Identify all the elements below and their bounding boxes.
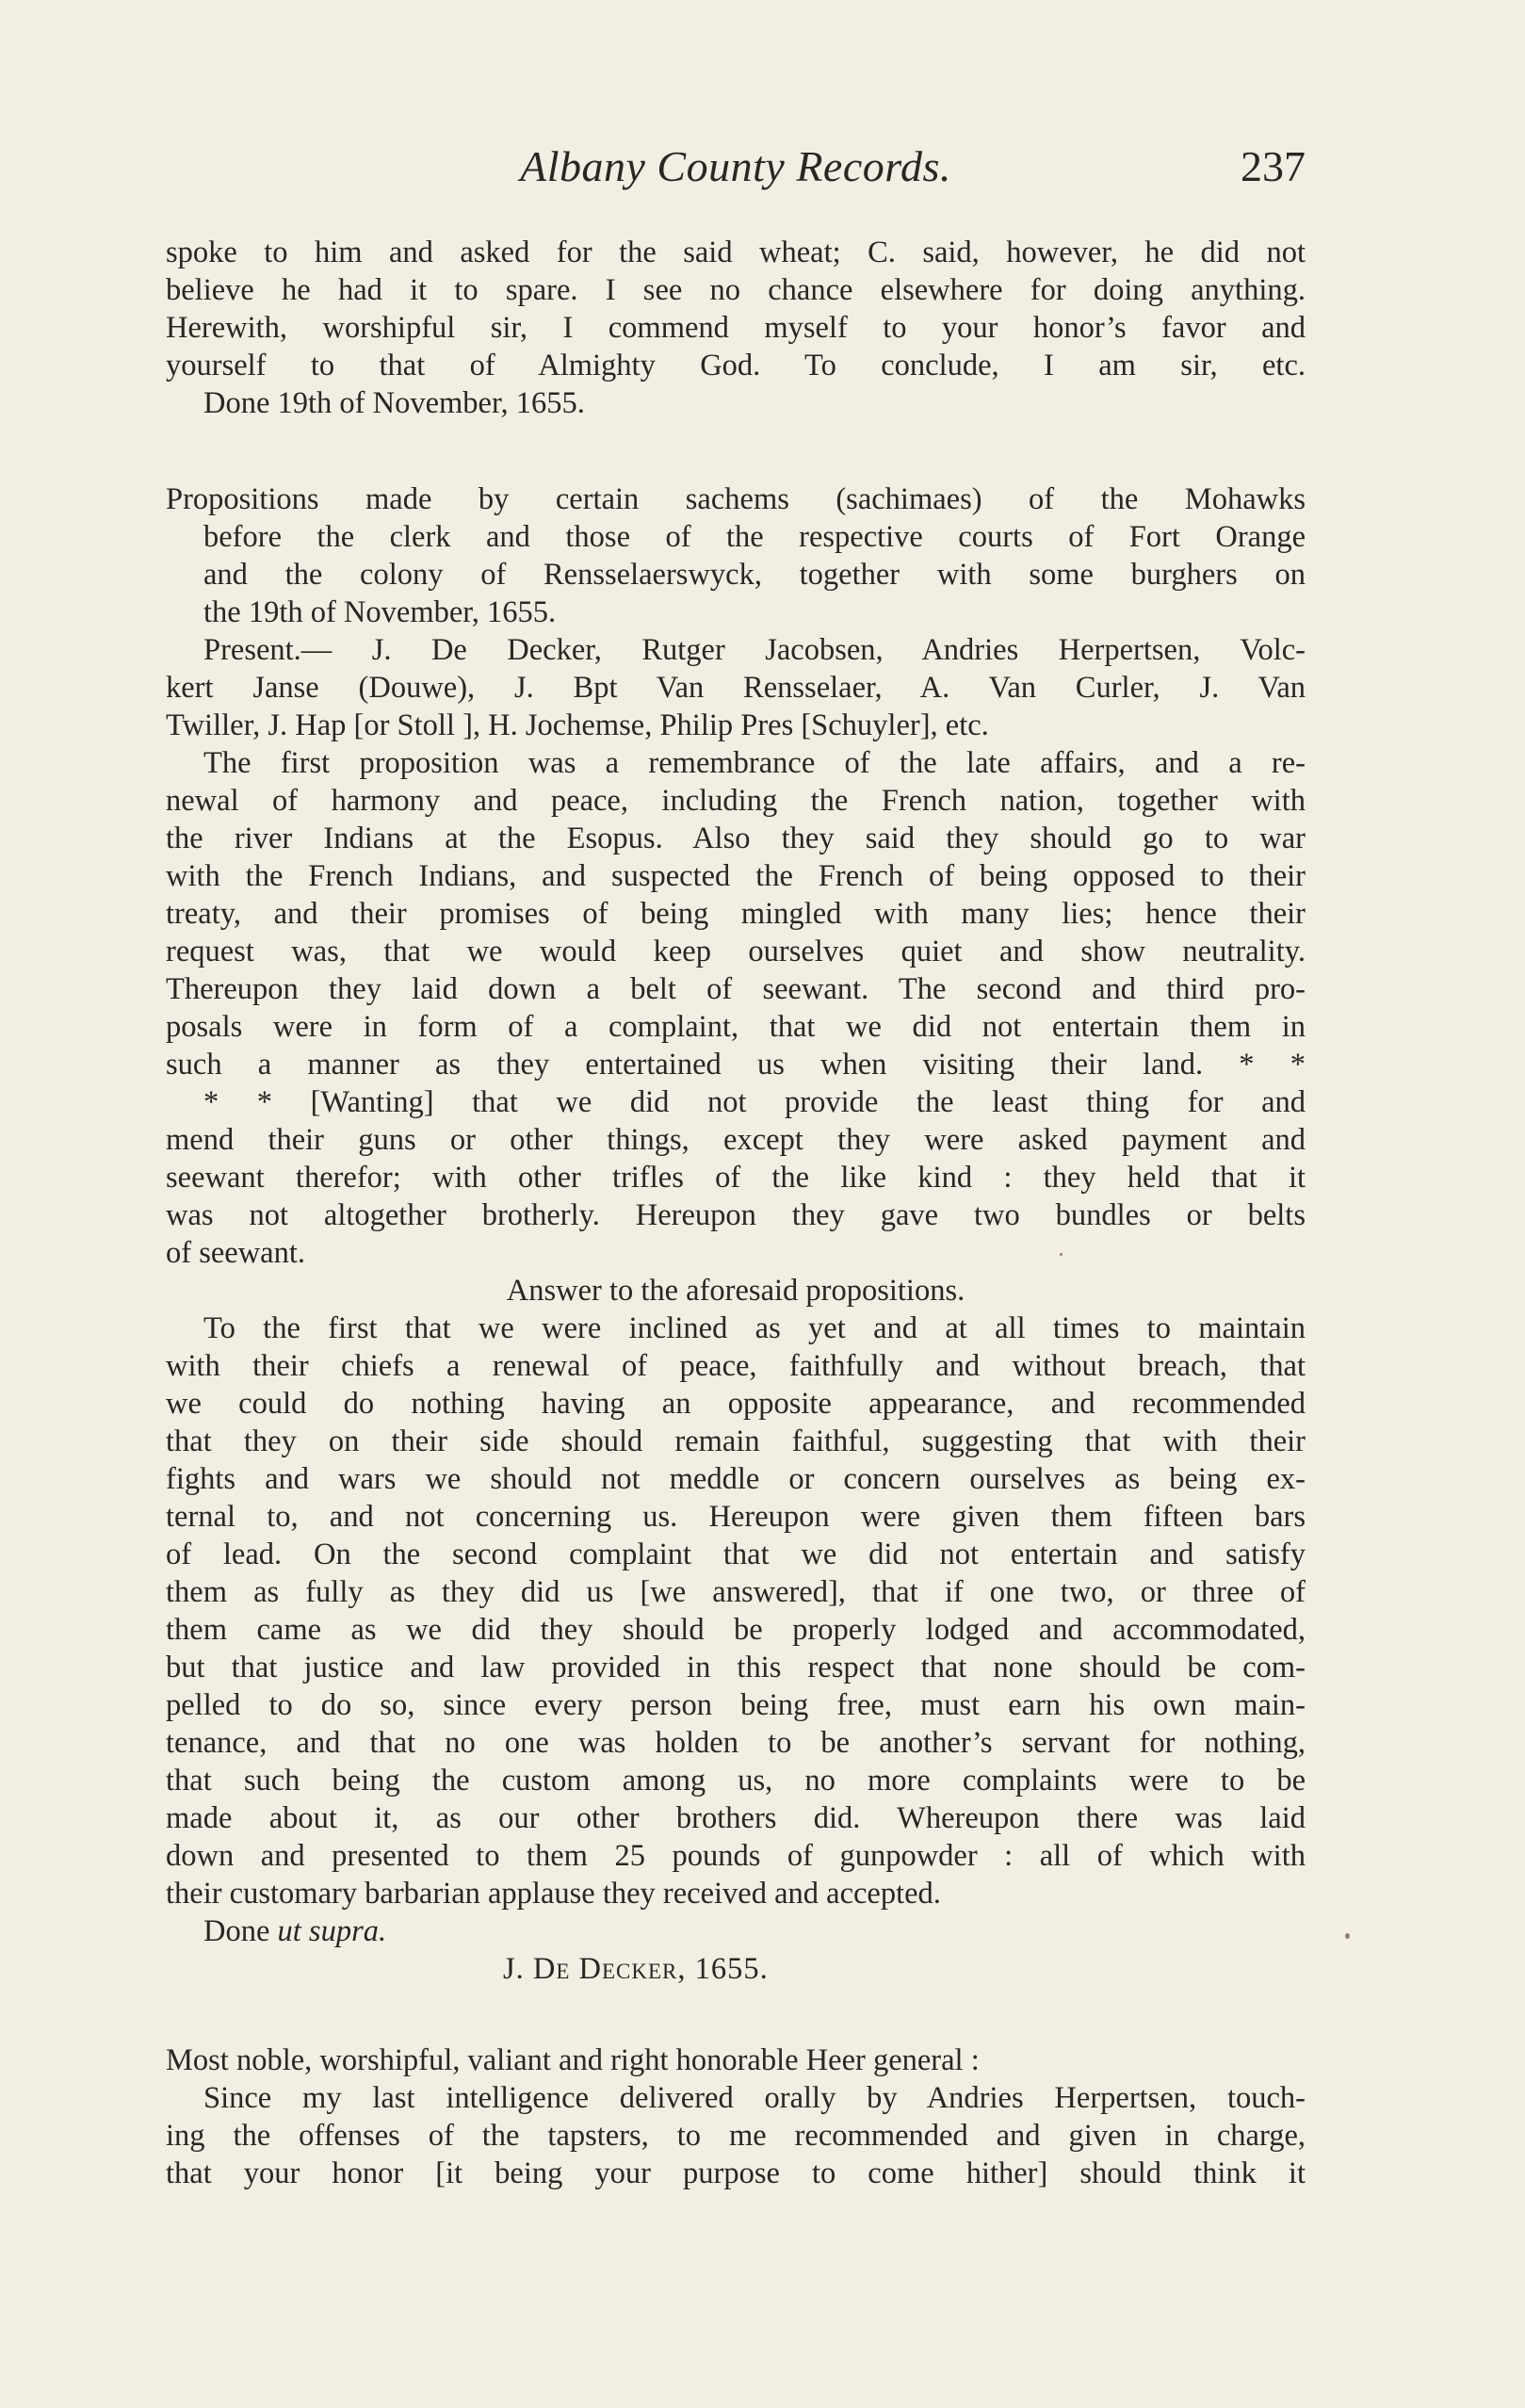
text-line: them came as we did they should be properly lodged and accommodated, <box>166 1613 1306 1647</box>
text-line: believe he had it to spare. I see no chance elsewhere for doing anything. <box>166 273 1306 307</box>
text-line: the river Indians at the Esopus. Also they said they should go to war <box>166 822 1306 855</box>
text-line: Thereupon they laid down a belt of seewant. The second and third pro- <box>166 972 1306 1006</box>
present-list-line: Twiller, J. Hap [or Stoll ], H. Jochemse, Philip Pres [Schuyler], etc. <box>166 708 989 742</box>
text-line: of seewant. <box>166 1236 305 1270</box>
propositions-section <box>166 480 1306 1988</box>
signature-line: J. De Decker, 1655. <box>503 1952 769 1986</box>
text-line: them as fully as they did us [we answered], that if one two, or three of <box>166 1575 1306 1609</box>
text-line: spoke to him and asked for the said wheat; C. said, however, he did not <box>166 236 1306 269</box>
done-latin: ut supra. <box>277 1914 387 1948</box>
text-line: down and presented to them 25 pounds of gunpowder : all of which with <box>166 1839 1306 1873</box>
text-line: but that justice and law provided in this respect that none should be com- <box>166 1651 1306 1684</box>
text-line: such a manner as they entertained us when visiting their land. * * <box>166 1048 1306 1082</box>
running-head <box>166 141 1306 198</box>
done-line <box>166 1912 1306 1950</box>
running-title: Albany County Records. <box>520 142 951 190</box>
answer-heading: Answer to the aforesaid propositions. <box>506 1274 965 1308</box>
text-line: with their chiefs a renewal of peace, faithfully and without breach, that <box>166 1349 1306 1383</box>
text-line: The first proposition was a remembrance of the late affairs, and a re- <box>203 746 1306 780</box>
text-line: request was, that we would keep ourselves quiet and show neutrality. <box>166 935 1306 968</box>
text-line: that they on their side should remain faithful, suggesting that with their <box>166 1424 1306 1458</box>
text-line: their customary barbarian applause they received and accepted. <box>166 1877 941 1911</box>
text-line: treaty, and their promises of being mingled with many lies; hence their <box>166 897 1306 931</box>
salutation-line: Most noble, worshipful, valiant and right honorable Heer general : <box>166 2043 980 2077</box>
text-line: yourself to that of Almighty God. To conclude, I am sir, etc. <box>166 349 1306 382</box>
text-line: newal of harmony and peace, including the French nation, together with <box>166 784 1306 818</box>
section-heading-line: before the clerk and those of the respective courts of Fort Orange <box>203 520 1306 554</box>
text-line: ing the offenses of the tapsters, to me recommended and given in charge, <box>166 2119 1306 2153</box>
text-line: with the French Indians, and suspected the French of being opposed to their <box>166 859 1306 893</box>
letter-opening <box>166 2042 1306 2192</box>
text-line: mend their guns or other things, except they were asked payment and <box>166 1123 1306 1157</box>
ink-speck <box>1060 1253 1063 1256</box>
text-line: we could do nothing having an opposite appearance, and recommended <box>166 1387 1306 1421</box>
text-line: that your honor [it being your purpose to come hither] should think it <box>166 2156 1306 2190</box>
text-line: ternal to, and not concerning us. Hereupon were given them fifteen bars <box>166 1500 1306 1534</box>
letter-date-line: Done 19th of November, 1655. <box>203 386 585 420</box>
section-heading-line: and the colony of Rensselaerswyck, together with some burghers on <box>203 558 1306 592</box>
text-line: was not altogether brotherly. Hereupon they gave two bundles or belts <box>166 1198 1306 1232</box>
text-line: To the first that we were inclined as yet and at all times to maintain <box>203 1311 1306 1345</box>
section-heading-line: the 19th of November, 1655. <box>203 595 557 629</box>
text-line: fights and wars we should not meddle or concern ourselves as being ex- <box>166 1462 1306 1496</box>
text-line: of lead. On the second complaint that we did not entertain and satisfy <box>166 1538 1306 1571</box>
text-line: posals were in form of a complaint, that we did not entertain them in <box>166 1010 1306 1044</box>
letter-ending <box>166 234 1306 422</box>
text-line: Since my last intelligence delivered orally by Andries Herpertsen, touch- <box>203 2081 1306 2115</box>
text-line: that such being the custom among us, no more complaints were to be <box>166 1764 1306 1798</box>
done-prefix: Done <box>203 1914 270 1948</box>
text-line: tenance, and that no one was holden to be another’s servant for nothing, <box>166 1726 1306 1760</box>
present-list-line: kert Janse (Douwe), J. Bpt Van Rensselaer, A. Van Curler, J. Van <box>166 671 1306 705</box>
text-line: * * [Wanting] that we did not provide the least thing for and <box>203 1085 1306 1119</box>
section-heading-line: Propositions made by certain sachems (sachimaes) of the Mohawks <box>166 482 1306 516</box>
text-line: Herewith, worshipful sir, I commend myself to your honor’s favor and <box>166 311 1306 345</box>
text-line: seewant therefor; with other trifles of the like kind : they held that it <box>166 1161 1306 1195</box>
text-line: pelled to do so, since every person being free, must earn his own main- <box>166 1688 1306 1722</box>
text-line: made about it, as our other brothers did. Whereupon there was laid <box>166 1801 1306 1835</box>
page-number: 237 <box>1241 142 1306 190</box>
present-list-line: Present.— J. De Decker, Rutger Jacobsen, Andries Herpertsen, Volc- <box>203 633 1306 667</box>
ink-speck <box>1345 1933 1350 1939</box>
